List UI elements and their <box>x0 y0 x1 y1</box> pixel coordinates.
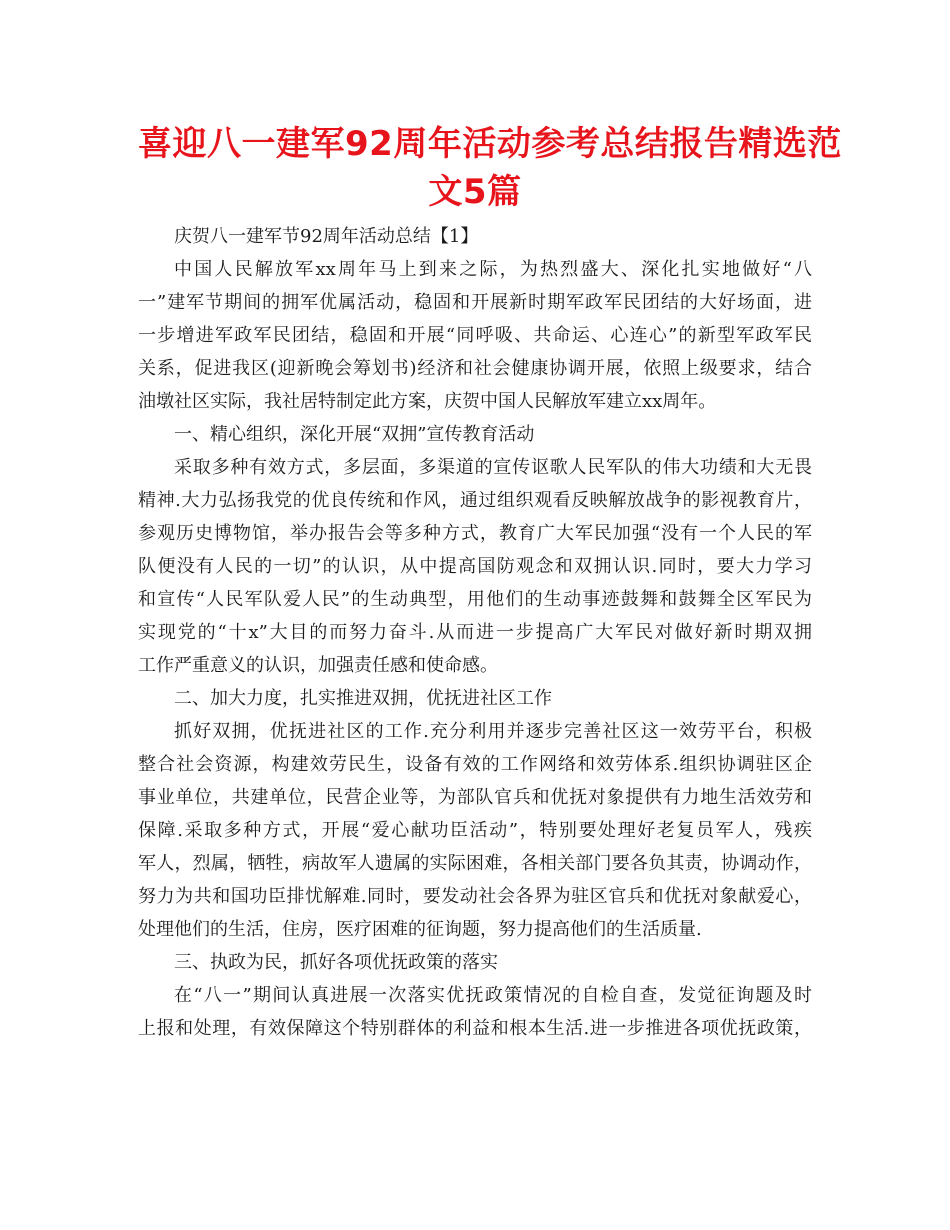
paragraph-line: 努力为共和国功臣排忧解难.同时，要发动社会各界为驻区官兵和优抚对象献爱心， <box>138 886 812 907</box>
paragraph-line: 军人，烈属，牺牲，病故军人遗属的实际困难，各相关部门要各负其责，协调动作， <box>138 853 812 874</box>
paragraph-line: 和宣传“人民军队爱人民”的生动典型，用他们的生动事迹鼓舞和鼓舞全区军民为 <box>138 589 812 610</box>
heading-line: 一、精心组织，深化开展“双拥”宣传教育活动 <box>174 424 535 445</box>
paragraph-line: 一”建军节期间的拥军优属活动，稳固和开展新时期军政军民团结的大好场面，进 <box>138 292 812 313</box>
body-paragraph <box>138 451 812 682</box>
paragraph-line: 队便没有人民的一切”的认识，从中提高国防观念和双拥认识.同时，要大力学习 <box>138 556 812 577</box>
body-paragraph <box>138 979 812 1045</box>
subtitle-line: 庆贺八一建军节92周年活动总结【1】 <box>174 226 479 247</box>
body-paragraph <box>138 715 812 946</box>
paragraph-line: 油墩社区实际，我社居特制定此方案，庆贺中国人民解放军建立xx周年。 <box>138 391 717 412</box>
title-line-1: 喜迎八一建军92周年活动参考总结报告精选范 <box>138 124 842 164</box>
paragraph-line: 工作严重意义的认识，加强责任感和使命感。 <box>138 655 498 676</box>
paragraph-line: 在“八一”期间认真进展一次落实优抚政策情况的自检自查，发觉征询题及时 <box>174 985 812 1006</box>
section-heading <box>138 418 812 451</box>
body-paragraph <box>138 253 812 418</box>
paragraph-list <box>138 253 812 1045</box>
document-body <box>138 220 812 1045</box>
document-title <box>138 120 842 216</box>
paragraph-line: 整合社会资源，构建效劳民生，设备有效的工作网络和效劳体系.组织协调驻区企 <box>138 754 812 775</box>
section-heading <box>138 946 812 979</box>
paragraph-line: 参观历史博物馆，举办报告会等多种方式，教育广大军民加强“没有一个人民的军 <box>138 523 812 544</box>
paragraph-line: 实现党的“十x”大目的而努力奋斗.从而进一步提高广大军民对做好新时期双拥 <box>138 622 812 643</box>
paragraph-line: 一步增进军政军民团结，稳固和开展“同呼吸、共命运、心连心”的新型军政军民 <box>138 325 812 346</box>
paragraph-line: 保障.采取多种方式，开展“爱心献功臣活动”，特别要处理好老复员军人，残疾 <box>138 820 812 841</box>
heading-line: 三、执政为民，抓好各项优抚政策的落实 <box>174 952 498 973</box>
section-heading <box>138 682 812 715</box>
paragraph-line: 上报和处理，有效保障这个特别群体的利益和根本生活.进一步推进各项优抚政策， <box>138 1018 812 1039</box>
document-subtitle <box>138 220 812 253</box>
title-line-2: 文5篇 <box>428 172 522 212</box>
paragraph-line: 处理他们的生活，住房，医疗困难的征询题，努力提高他们的生活质量. <box>138 919 702 940</box>
paragraph-line: 采取多种有效方式，多层面，多渠道的宣传讴歌人民军队的伟大功绩和大无畏 <box>174 457 812 478</box>
paragraph-line: 关系，促进我区(迎新晚会筹划书)经济和社会健康协调开展，依照上级要求，结合 <box>138 358 812 379</box>
heading-line: 二、加大力度，扎实推进双拥，优抚进社区工作 <box>174 688 552 709</box>
paragraph-line: 精神.大力弘扬我党的优良传统和作风，通过组织观看反映解放战争的影视教育片， <box>138 490 812 511</box>
paragraph-line: 中国人民解放军xx周年马上到来之际，为热烈盛大、深化扎实地做好“八 <box>174 259 812 280</box>
paragraph-line: 事业单位，共建单位，民营企业等，为部队官兵和优抚对象提供有力地生活效劳和 <box>138 787 812 808</box>
paragraph-line: 抓好双拥，优抚进社区的工作.充分利用并逐步完善社区这一效劳平台，积极 <box>174 721 812 742</box>
